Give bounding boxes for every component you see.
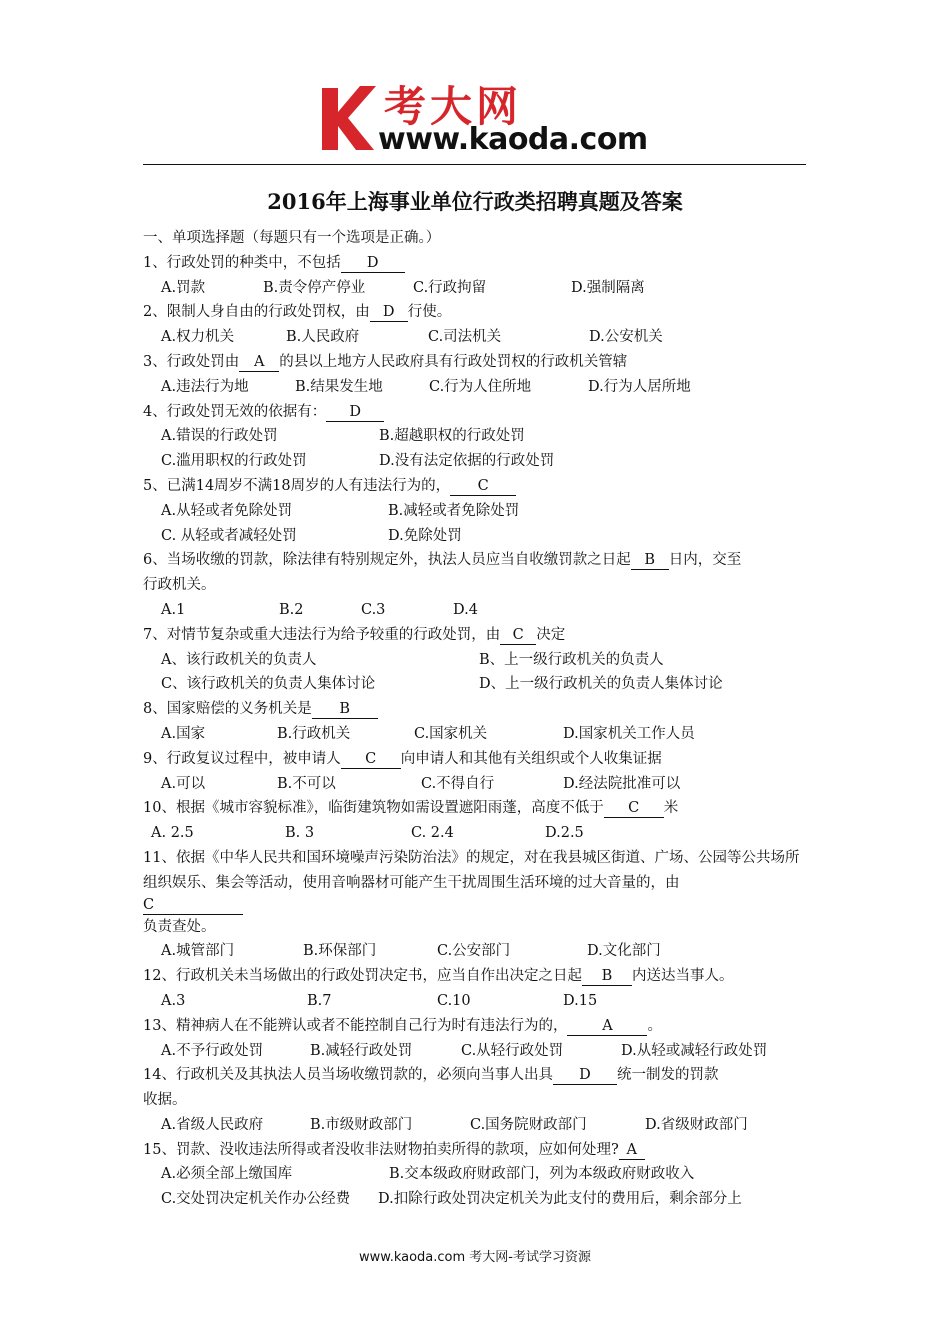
answer-option: A.错误的行政处罚 [161,428,278,445]
answer-option: C.行政拘留 [413,279,487,296]
option-row [143,449,808,474]
question-text: 1、行政处罚的种类中，不包括 [143,254,341,271]
question-text-after: 向申请人和其他有关组织或个人收集证据 [400,750,662,767]
question-text: 3、行政处罚由 [143,353,240,370]
question-text-after: 的县以上地方人民政府具有行政处罚权的行政机关管辖 [279,353,628,370]
option-row [143,1162,808,1187]
answer-option: D.从轻或减轻行政处罚 [621,1042,768,1059]
answer-option: B.7 [307,992,332,1009]
answer-option: D.国家机关工作人员 [563,725,695,742]
question-text: 11、依据《中华人民共和国环境噪声污染防治法》的规定，对在我县城区街道、广场、公园等公共场所组织娱乐、集会等活动，使用音响器材可能产生干扰周围生活环境的过大音量的，由 [143,849,800,891]
answer-blank: B [582,967,632,986]
option-row [143,598,808,623]
question-text-after: 决定 [536,626,566,643]
question-stem [143,623,808,648]
option-row [143,1187,808,1212]
question-text-after: 行使。 [407,304,452,321]
answer-option: B.不可以 [277,775,336,792]
question-text-after: 日内，交至 [668,552,742,569]
option-row [143,939,808,964]
question-text: 10、根据《城市容貌标准》，临街建筑物如需设置遮阳雨蓬，高度不低于 [143,800,604,817]
logo-chinese-name: 考大网 [384,82,523,131]
answer-option: C. 从轻或者减轻处罚 [161,527,297,544]
answer-option: A.省级人民政府 [161,1116,264,1133]
answer-blank: B [312,700,378,719]
answer-option: A.从轻或者免除处罚 [161,502,293,519]
question-stem [143,251,808,276]
question-continuation: 收据。 [143,1092,187,1109]
question-stem [143,796,808,821]
question-text: 7、对情节复杂或重大违法行为给予较重的行政处罚，由 [143,626,501,643]
question-stem [143,474,808,499]
option-row [143,722,808,747]
answer-option: A.3 [161,992,186,1009]
answer-option: D.强制隔离 [571,279,645,296]
question-text: 13、精神病人在不能辨认或者不能控制自己行为时有违法行为的， [143,1017,568,1034]
answer-option: C.司法机关 [428,329,502,346]
page-footer: www.kaoda.com 考大网-考试学习资源 [359,1250,591,1265]
answer-option: D.扣除行政处罚决定机关为此支付的费用后，剩余部分上 [378,1191,742,1208]
answer-option: A.1 [161,601,186,618]
answer-option: A.权力机关 [161,329,235,346]
question-stem [143,400,808,425]
answer-option: C.不得自行 [421,775,495,792]
answer-option: A.必须全部上缴国库 [161,1166,293,1183]
answer-blank: C [450,477,516,496]
question-list [143,226,808,1212]
answer-option: D.公安机关 [589,329,663,346]
answer-option: A.国家 [161,725,206,742]
answer-option: C.行为人住所地 [429,378,532,395]
answer-blank: C [143,896,243,915]
answer-blank: A [619,1141,645,1160]
answer-option: B.环保部门 [303,943,377,960]
answer-blank: D [341,254,405,273]
answer-option: C.交处罚决定机关作办公经费 [161,1191,351,1208]
answer-option: C.10 [437,992,471,1009]
answer-option: A. 2.5 [151,825,194,842]
answer-option: A.不予行政处罚 [161,1042,264,1059]
answer-option: D.15 [563,992,598,1009]
answer-option: B.减轻行政处罚 [310,1042,413,1059]
option-row [143,1039,808,1064]
option-row [143,821,808,846]
question-stem [143,350,808,375]
logo-url: www.kaoda.com [378,122,648,157]
question-text: 2、限制人身自由的行政处罚权，由 [143,304,370,321]
answer-blank: C [341,750,401,769]
question-text: 6、当场收缴的罚款，除法律有特别规定外，执法人员应当自收缴罚款之日起 [143,552,631,569]
option-row [143,375,808,400]
answer-option: B.人民政府 [286,329,360,346]
question-stem [143,964,808,989]
question-continuation: 负责查处。 [143,918,216,935]
answer-option: D.省级财政部门 [645,1116,748,1133]
option-row [143,499,808,524]
answer-option: B.责令停产停业 [263,279,366,296]
answer-option: B.市级财政部门 [310,1116,413,1133]
section-heading: 一、单项选择题（每题只有一个选项是正确。） [143,230,441,246]
answer-option: B.超越职权的行政处罚 [379,428,525,445]
answer-option: D.4 [453,601,478,618]
answer-option: B.结果发生地 [295,378,383,395]
question-text: 8、国家赔偿的义务机关是 [143,701,312,718]
answer-option: C.滥用职权的行政处罚 [161,453,307,470]
question-text: 14、行政机关及其执法人员当场收缴罚款的，必须向当事人出具 [143,1067,553,1084]
kaoda-logo [318,78,648,160]
answer-option: C.国家机关 [414,725,488,742]
answer-option: D.没有法定依据的行政处罚 [379,453,555,470]
answer-option: B.行政机关 [277,725,351,742]
answer-blank: C [500,626,536,645]
option-row [143,524,808,549]
answer-option: D.免除处罚 [388,527,462,544]
answer-option: C.国务院财政部门 [470,1116,587,1133]
question-stem [143,1014,808,1039]
answer-option: C. 2.4 [411,825,454,842]
question-text: 12、行政机关未当场做出的行政处罚决定书，应当自作出决定之日起 [143,968,582,985]
option-row [143,276,808,301]
question-text: 9、行政复议过程中，被申请人 [143,750,341,767]
option-row [143,424,808,449]
question-stem [143,548,808,573]
header-divider [143,164,806,165]
answer-option: A.罚款 [161,279,206,296]
question-stem [143,300,808,325]
question-text-after: 统一制发的罚款 [616,1067,719,1084]
answer-option: D.经法院批准可以 [563,775,681,792]
answer-option: A、该行政机关的负责人 [161,651,317,668]
answer-option: C.公安部门 [437,943,511,960]
option-row [143,648,808,673]
question-text-after: 米 [663,800,679,817]
answer-option: A.城管部门 [161,943,235,960]
answer-blank: B [631,551,669,570]
answer-option: D.行为人居所地 [588,378,691,395]
answer-blank: A [239,353,279,372]
answer-blank: A [567,1017,647,1036]
answer-option: A.违法行为地 [161,378,249,395]
question-continuation: 行政机关。 [143,577,216,594]
answer-option: C.3 [361,601,386,618]
option-row [143,325,808,350]
answer-option: D.2.5 [545,825,584,842]
question-text: 4、行政处罚无效的依据有： [143,403,327,420]
answer-blank: D [326,403,384,422]
questions-container [143,251,808,1212]
answer-option: C.从轻行政处罚 [461,1042,564,1059]
answer-blank: D [553,1066,617,1085]
answer-option: A.可以 [161,775,206,792]
question-stem [143,747,808,772]
option-row [143,772,808,797]
option-row [143,672,808,697]
question-text-after: 内送达当事人。 [631,968,734,985]
question-stem [143,846,808,915]
question-stem [143,1063,808,1088]
answer-option: D、上一级行政机关的负责人集体讨论 [479,676,723,693]
answer-option: B、上一级行政机关的负责人 [479,651,664,668]
answer-blank: D [370,303,408,322]
question-text-after: 。 [647,1017,662,1034]
option-row [143,989,808,1014]
answer-option: B.2 [279,601,304,618]
question-stem [143,1138,808,1163]
answer-option: B.交本级政府财政部门，列为本级政府财政收入 [389,1166,695,1183]
question-text: 15、罚款、没收违法所得或者没收非法财物拍卖所得的款项，应如何处理? [143,1141,619,1158]
answer-option: B. 3 [285,825,315,842]
answer-blank: C [604,799,664,818]
k-logo-icon [318,82,378,152]
option-row [143,1113,808,1138]
question-stem [143,697,808,722]
answer-option: B.减轻或者免除处罚 [388,502,520,519]
question-text: 5、已满14周岁不满18周岁的人有违法行为的， [143,477,451,494]
page-title: 2016年上海事业单位行政类招聘真题及答案 [267,189,683,214]
answer-option: D.文化部门 [587,943,661,960]
answer-option: C、该行政机关的负责人集体讨论 [161,676,376,693]
